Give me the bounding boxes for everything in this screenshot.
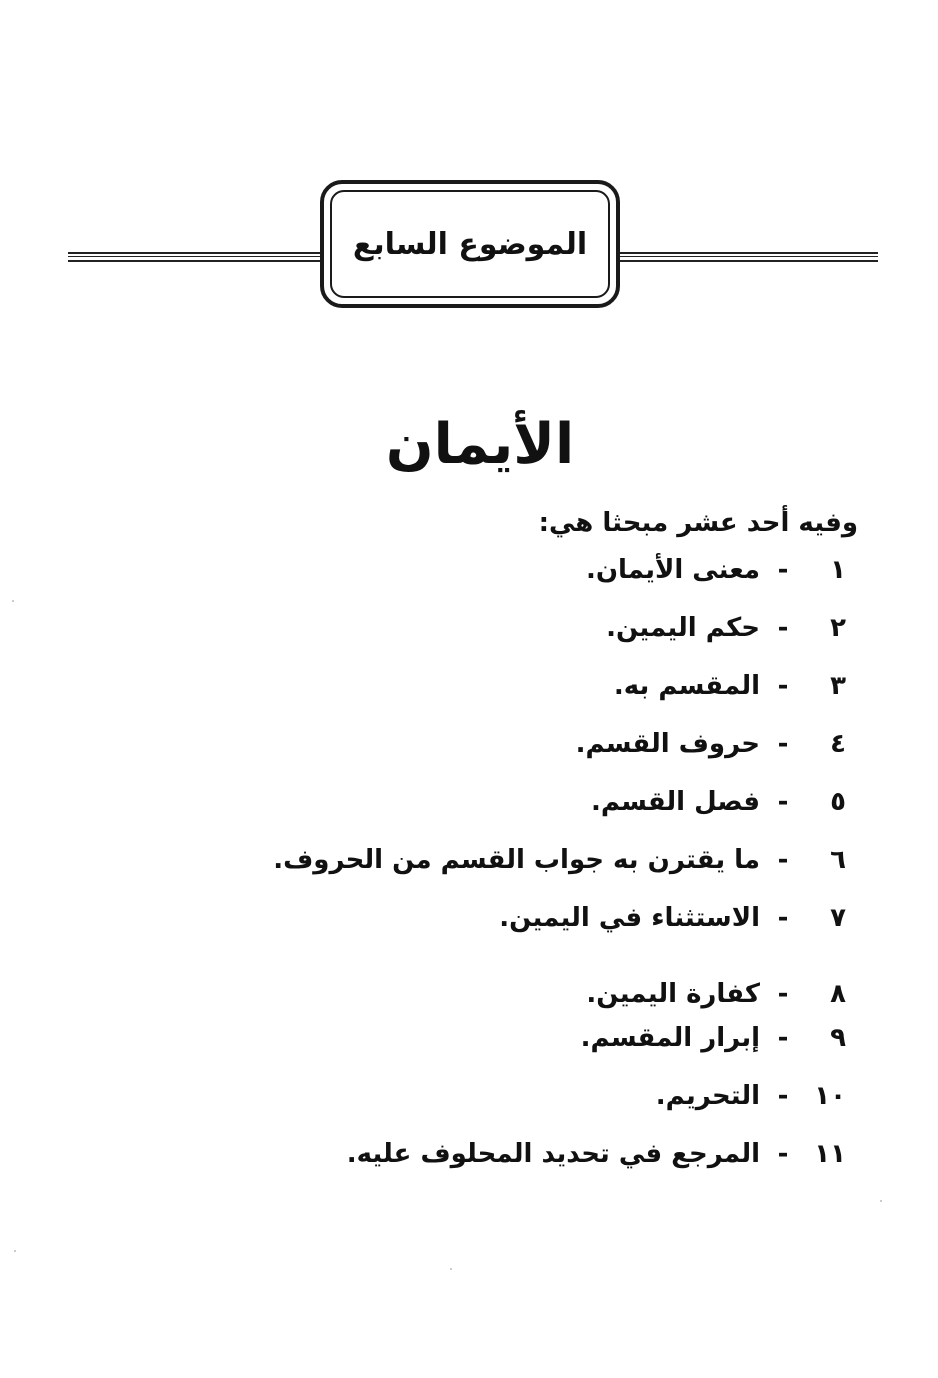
item-number: ٥ [830, 787, 846, 817]
header-frame [320, 180, 620, 308]
item-number: ٤ [830, 729, 846, 759]
item-separator: - [777, 787, 789, 817]
item-text: حكم اليمين. [606, 613, 760, 643]
scan-speck [880, 1200, 882, 1202]
item-number: ١٠ [814, 1081, 846, 1111]
intro-text: وفيه أحد عشر مبحثا هي: [538, 508, 858, 538]
page-title: الأيمان [385, 412, 575, 477]
topic-item [499, 898, 846, 938]
scan-speck [14, 1250, 16, 1252]
item-text: معنى الأيمان. [585, 555, 760, 585]
item-number: ٩ [830, 1023, 846, 1053]
topic-item [273, 840, 846, 880]
item-separator: - [777, 1081, 789, 1111]
item-number: ١ [830, 555, 846, 585]
header-rule-left [68, 252, 320, 262]
item-number: ٨ [830, 979, 846, 1009]
item-text: المقسم به. [613, 671, 760, 701]
item-text: كفارة اليمين. [586, 979, 760, 1009]
item-separator: - [777, 1023, 789, 1053]
topic-item [606, 608, 846, 648]
item-text: حروف القسم. [575, 729, 760, 759]
item-text: فصل القسم. [590, 787, 760, 817]
topic-item [586, 550, 846, 590]
item-separator: - [777, 555, 789, 585]
item-separator: - [777, 1139, 789, 1169]
item-separator: - [777, 979, 789, 1009]
topic-item [347, 1134, 846, 1174]
topic-item [614, 666, 846, 706]
item-separator: - [777, 903, 789, 933]
topic-item [586, 974, 846, 1014]
item-text: المرجع في تحديد المحلوف عليه. [346, 1139, 760, 1169]
topic-item [591, 782, 846, 822]
item-number: ٢ [830, 613, 846, 643]
item-number: ٦ [830, 845, 846, 875]
item-number: ٧ [830, 903, 846, 933]
item-separator: - [777, 845, 789, 875]
header-rule-right [620, 252, 878, 262]
item-text: الاستثناء في اليمين. [499, 903, 760, 933]
item-text: إبرار المقسم. [580, 1023, 760, 1053]
scan-speck [450, 1268, 452, 1270]
topic-item [581, 1018, 846, 1058]
topic-item [576, 724, 846, 764]
item-number: ١١ [814, 1139, 846, 1169]
item-text: التحريم. [655, 1081, 760, 1111]
scan-speck [12, 600, 14, 602]
topic-item [656, 1076, 846, 1116]
item-separator: - [777, 729, 789, 759]
item-separator: - [777, 671, 789, 701]
item-separator: - [777, 613, 789, 643]
item-text: ما يقترن به جواب القسم من الحروف. [273, 845, 760, 875]
header-frame-inner [330, 190, 610, 298]
section-heading: الموضوع السابع [352, 226, 588, 262]
item-number: ٣ [830, 671, 846, 701]
